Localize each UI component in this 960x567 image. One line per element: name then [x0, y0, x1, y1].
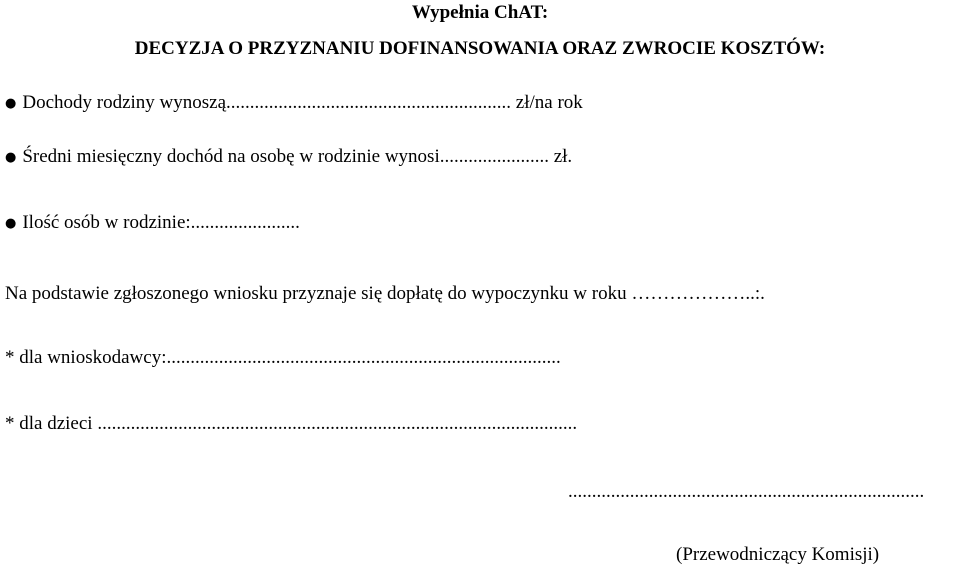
allocation-children: * dla dzieci .....................................................................................................: [5, 413, 578, 434]
form-section-title: Wypełnia ChAT:: [411, 2, 549, 23]
family-size-text: Ilość osób w rodzinie:.......................: [22, 212, 300, 233]
average-income-text: Średni miesięczny dochód na osobę w rodzinie wynosi....................... zł.: [22, 146, 573, 167]
allocation-applicant: * dla wnioskodawcy:...................................................................................: [5, 347, 561, 368]
signature-line: ...........................................................................: [568, 481, 925, 502]
bullet-icon: ●: [5, 216, 17, 231]
list-item-average-income: [5, 146, 572, 170]
list-item-family-income: [5, 92, 583, 116]
bullet-icon: ●: [5, 96, 17, 111]
signature-caption: (Przewodniczący Komisji): [676, 544, 880, 565]
bullet-icon: ●: [5, 150, 17, 165]
family-income-text: Dochody rodziny wynoszą............................................................ zł/na rok: [22, 92, 583, 113]
list-item-family-size: [5, 212, 300, 236]
decision-paragraph: Na podstawie zgłoszonego wniosku przyznaje się dopłatę do wypoczynku w roku ………………..:.: [5, 283, 765, 304]
decision-heading: DECYZJA O PRZYZNANIU DOFINANSOWANIA ORAZ ZWROCIE KOSZTÓW:: [134, 38, 826, 59]
